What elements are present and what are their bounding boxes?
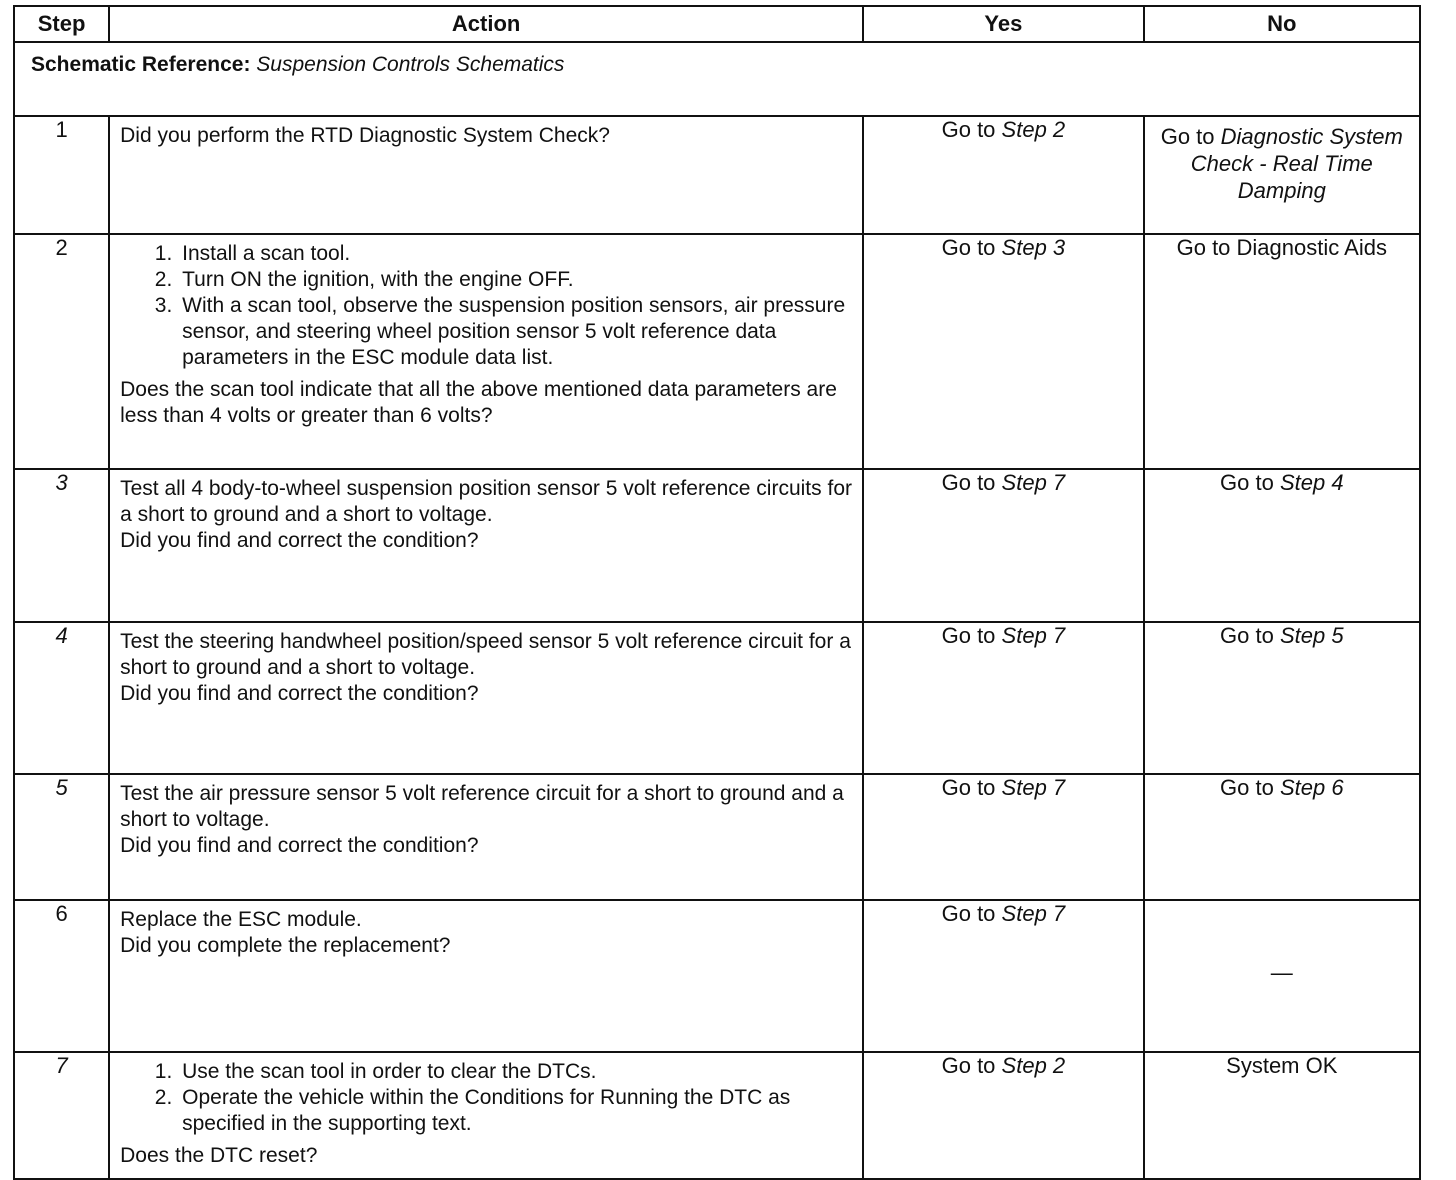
- question: Did you complete the replacement?: [120, 934, 451, 957]
- step-number: 1: [14, 116, 109, 234]
- action-cell: [109, 469, 863, 622]
- list-item: 1. Use the scan tool in order to clear the DTCs.: [178, 1059, 852, 1085]
- no-cell: —: [1144, 900, 1420, 1052]
- instruction-text: Replace the ESC module.: [120, 908, 362, 931]
- yes-link[interactable]: Step 7: [1001, 470, 1066, 495]
- goto-prefix: Go to: [1220, 623, 1274, 648]
- action-cell: [109, 234, 863, 469]
- table-row: [14, 774, 1420, 900]
- step-number: 5: [14, 774, 109, 900]
- yes-cell[interactable]: [863, 774, 1143, 900]
- goto-prefix: Go to: [1160, 124, 1215, 149]
- list-item: 2. Turn ON the ignition, with the engine OFF.: [178, 267, 852, 293]
- yes-cell[interactable]: [863, 469, 1143, 622]
- question: Did you perform the RTD Diagnostic System Check?: [120, 124, 610, 147]
- yes-cell[interactable]: [863, 1052, 1143, 1179]
- step-number: 2: [14, 234, 109, 469]
- yes-link[interactable]: Step 7: [1001, 775, 1066, 800]
- header-action: Action: [109, 6, 863, 42]
- instruction-text: Test all 4 body-to-wheel suspension position sensor 5 volt reference circuits for a short to ground and a short to voltage.: [120, 477, 852, 526]
- goto-prefix: Go to: [941, 901, 996, 926]
- goto-prefix: Go to: [941, 775, 996, 800]
- instruction-list: [120, 241, 852, 371]
- yes-cell[interactable]: [863, 116, 1143, 234]
- step-number: 7: [14, 1052, 109, 1179]
- yes-link[interactable]: Step 7: [1001, 623, 1066, 648]
- reference-label: Schematic Reference:: [31, 53, 251, 76]
- question: Does the DTC reset?: [120, 1144, 318, 1167]
- diagnostic-table: [13, 5, 1421, 1180]
- list-item: 3. With a scan tool, observe the suspension position sensors, air pressure sensor, and steering wheel position sensor 5 volt reference data parameters in the ESC module data list.: [178, 293, 852, 371]
- schematic-reference: [14, 42, 1420, 116]
- action-cell: [109, 1052, 863, 1179]
- goto-prefix: Go to: [941, 623, 996, 648]
- step-number: 6: [14, 900, 109, 1052]
- instruction-text: Test the air pressure sensor 5 volt reference circuit for a short to ground and a short to voltage.: [120, 782, 844, 831]
- no-link[interactable]: Step 6: [1279, 775, 1344, 800]
- no-cell[interactable]: [1144, 622, 1420, 774]
- goto-prefix: Go to: [941, 235, 996, 260]
- instruction-text: Test the steering handwheel position/speed sensor 5 volt reference circuit for a short to ground and a short to voltage.: [120, 630, 851, 679]
- action-cell: [109, 622, 863, 774]
- no-cell[interactable]: [1144, 774, 1420, 900]
- goto-prefix: Go to: [1220, 470, 1274, 495]
- header-row: [14, 6, 1420, 42]
- list-item: 1. Install a scan tool.: [178, 241, 852, 267]
- table-row: [14, 469, 1420, 622]
- table-row: [14, 622, 1420, 774]
- goto-prefix: Go to: [1220, 775, 1274, 800]
- table-row: [14, 234, 1420, 469]
- yes-cell[interactable]: [863, 234, 1143, 469]
- no-cell[interactable]: [1144, 116, 1420, 234]
- table-row: [14, 1052, 1420, 1179]
- goto-prefix: Go to: [941, 117, 996, 142]
- no-cell[interactable]: [1144, 469, 1420, 622]
- question: Does the scan tool indicate that all the above mentioned data parameters are less than 4 volts or greater than 6 volts?: [120, 378, 837, 427]
- instruction-list: [120, 1059, 852, 1137]
- yes-link[interactable]: Step 2: [1001, 117, 1066, 142]
- goto-prefix: Go to: [941, 470, 996, 495]
- action-cell: [109, 116, 863, 234]
- goto-prefix: Go to: [941, 1053, 996, 1078]
- no-link[interactable]: Diagnostic System Check - Real Time Damping: [1190, 124, 1403, 203]
- step-number: 3: [14, 469, 109, 622]
- no-cell: System OK: [1144, 1052, 1420, 1179]
- list-item: 2. Operate the vehicle within the Conditions for Running the DTC as specified in the supporting text.: [178, 1085, 852, 1137]
- question: Did you find and correct the condition?: [120, 682, 479, 705]
- reference-link[interactable]: Suspension Controls Schematics: [256, 53, 565, 76]
- no-link[interactable]: Step 5: [1279, 623, 1344, 648]
- question: Did you find and correct the condition?: [120, 834, 479, 857]
- table-row: [14, 900, 1420, 1052]
- reference-row: [14, 42, 1420, 116]
- action-cell: [109, 900, 863, 1052]
- yes-cell[interactable]: [863, 900, 1143, 1052]
- header-no: No: [1144, 6, 1420, 42]
- no-cell[interactable]: Go to Diagnostic Aids: [1144, 234, 1420, 469]
- step-number: 4: [14, 622, 109, 774]
- action-cell: [109, 774, 863, 900]
- header-step: Step: [14, 6, 109, 42]
- table-row: [14, 116, 1420, 234]
- yes-link[interactable]: Step 7: [1001, 901, 1066, 926]
- header-yes: Yes: [863, 6, 1143, 42]
- question: Did you find and correct the condition?: [120, 529, 479, 552]
- yes-link[interactable]: Step 3: [1001, 235, 1066, 260]
- yes-cell[interactable]: [863, 622, 1143, 774]
- no-link[interactable]: Step 4: [1279, 470, 1344, 495]
- yes-link[interactable]: Step 2: [1001, 1053, 1066, 1078]
